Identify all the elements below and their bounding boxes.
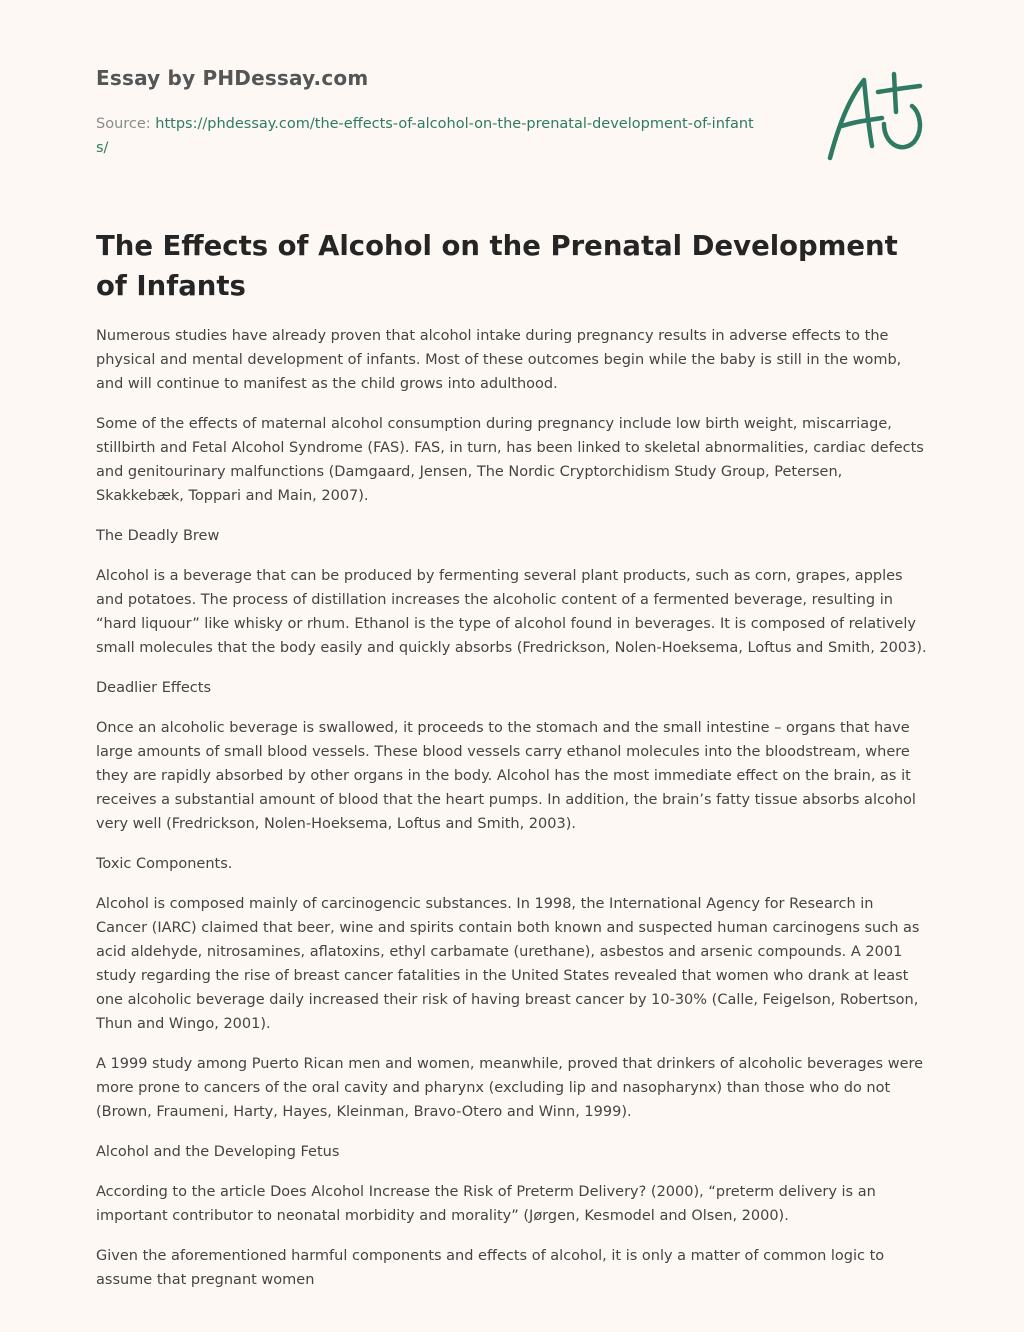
article-paragraph: Toxic Components.	[96, 856, 233, 872]
article-paragraph: Alcohol and the Developing Fetus	[96, 1144, 340, 1160]
article-paragraph: According to the article Does Alcohol Increase the Risk of Preterm Delivery? (2000), “preterm delivery is an important contributor to neonatal morbidity and morality” (Jørgen, Kesmodel and Olsen, 2000).	[96, 1184, 876, 1224]
article-paragraph: Deadlier Effects	[96, 680, 212, 696]
article-paragraph: Given the aforementioned harmful components and effects of alcohol, it is only a matter of common logic to assume that pregnant women	[96, 1248, 885, 1288]
source-line	[96, 112, 756, 160]
article-paragraph: Once an alcoholic beverage is swallowed, it proceeds to the stomach and the small intestine – organs that have large amounts of small blood vessels. These blood vessels carry ethanol molecules into the bloodstream, where they are rapidly absorbed by other organs in the body. Alcohol has the most immediate effect on the brain, as it receives a substantial amount of blood that the heart pumps. In addition, the brain’s fatty tissue absorbs alcohol very well (Fredrickson, Nolen-Hoeksema, Loftus and Smith, 2003).	[96, 720, 916, 832]
article-paragraph: Alcohol is composed mainly of carcinogencic substances. In 1998, the International Agency for Research in Cancer (IARC) claimed that beer, wine and spirits contain both known and suspected human carcinogens such as acid aldehyde, nitrosamines, aflatoxins, ethyl carbamate (urethane), asbestos and arsenic compounds. A 2001 study regarding the rise of breast cancer fatalities in the United States revealed that women who drank at least one alcoholic beverage daily increased their risk of having breast cancer by 10-30% (Calle, Feigelson, Robertson, Thun and Wingo, 2001).	[96, 896, 920, 1032]
site-brand: Essay by PHDessay.com	[96, 66, 369, 90]
article-paragraph: The Deadly Brew	[96, 528, 220, 544]
source-label: Source:	[96, 116, 156, 132]
a-plus-logo-icon	[820, 66, 930, 166]
article-paragraph: Some of the effects of maternal alcohol consumption during pregnancy include low birth weight, miscarriage, stillbirth and Fetal Alcohol Syndrome (FAS). FAS, in turn, has been linked to skeletal abnormalities, cardiac defects and genitourinary malfunctions (Damgaard, Jensen, The Nordic Cryptorchidism Study Group, Petersen, Skakkebæk, Toppari and Main, 2007).	[96, 416, 924, 504]
article-title: The Effects of Alcohol on the Prenatal Development of Infants	[96, 230, 898, 302]
article-paragraph: A 1999 study among Puerto Rican men and women, meanwhile, proved that drinkers of alcoholic beverages were more prone to cancers of the oral cavity and pharynx (excluding lip and nasopharynx) than those who do not (Brown, Fraumeni, Harty, Hayes, Kleinman, Bravo-Otero and Winn, 1999).	[96, 1056, 924, 1120]
article-paragraph: Alcohol is a beverage that can be produced by fermenting several plant products, such as corn, grapes, apples and potatoes. The process of distillation increases the alcoholic content of a fermented beverage, resulting in “hard liquour” like whisky or rhum. Ethanol is the type of alcohol found in beverages. It is composed of relatively small molecules that the body easily and quickly absorbs (Fredrickson, Nolen-Hoeksema, Loftus and Smith, 2003).	[96, 568, 927, 656]
source-link[interactable]: https://phdessay.com/the-effects-of-alcohol-on-the-prenatal-development-of-infants/	[96, 116, 754, 156]
article-paragraph: Numerous studies have already proven that alcohol intake during pregnancy results in adverse effects to the physical and mental development of infants. Most of these outcomes begin while the baby is still in the womb, and will continue to manifest as the child grows into adulthood.	[96, 328, 902, 392]
article-body	[96, 324, 928, 1308]
